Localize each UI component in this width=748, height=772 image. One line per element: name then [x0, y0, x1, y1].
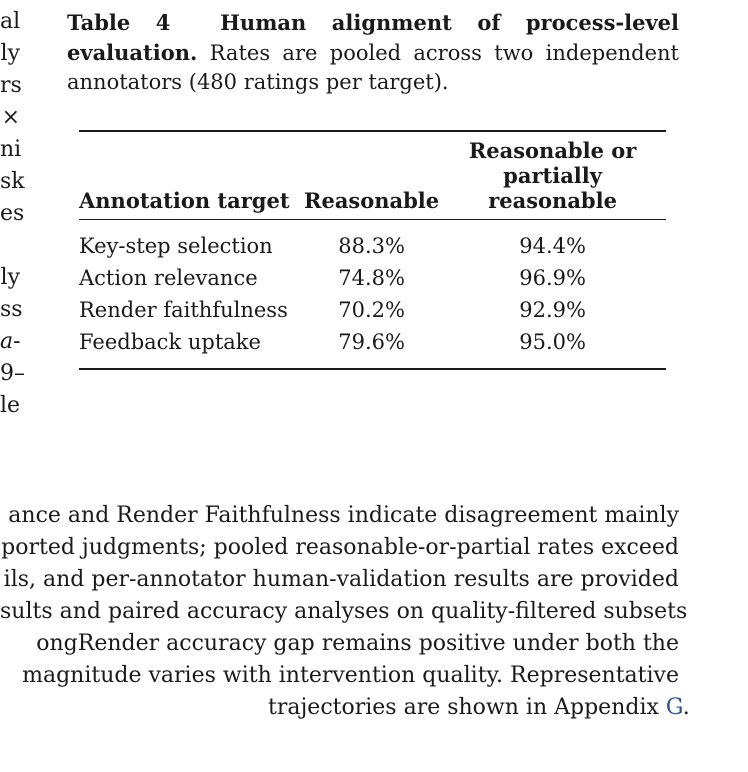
cell-target: Render faithfulness [79, 298, 288, 322]
header-annotation-target: Annotation target [79, 188, 290, 213]
results-table [79, 130, 666, 370]
left-fragment: le [0, 393, 21, 418]
left-fragment: es [0, 201, 25, 226]
cell-reasonable: 79.6% [338, 330, 405, 354]
cell-reasonable: 88.3% [338, 234, 405, 258]
left-fragment: ly [0, 41, 20, 66]
left-fragment: 9– [0, 361, 25, 386]
cell-reasonable: 70.2% [338, 298, 405, 322]
left-fragment: a- [0, 329, 21, 354]
body-line: sults and paired accuracy analyses on quality-filtered subsets [0, 599, 688, 624]
last-line-suffix: . [682, 695, 690, 720]
table-row [79, 220, 666, 263]
body-line: ance and Render Faithfulness indicate disagreement mainly [8, 503, 679, 528]
body-line: ils, and per-annotator human-validation results are provided [3, 567, 679, 592]
header-reasonable: Reasonable [304, 188, 440, 213]
cell-target: Action relevance [79, 266, 258, 290]
cell-reasonable: 74.8% [338, 266, 405, 290]
appendix-link[interactable]: G [665, 695, 683, 720]
cell-partial: 94.4% [519, 234, 586, 258]
table-row [79, 262, 666, 294]
body-paragraph [0, 500, 690, 724]
table-label: Table 4 [67, 10, 171, 35]
left-fragment: ly [0, 265, 20, 290]
body-line: ongRender accuracy gap remains positive under both the [36, 631, 679, 656]
left-fragment: sk [0, 169, 25, 194]
left-fragment: rs [0, 73, 22, 98]
left-fragment: × [1, 105, 20, 130]
left-fragment: ss [0, 297, 23, 322]
left-column-fragments [0, 6, 25, 422]
header-partial-line2: partially reasonable [488, 163, 617, 213]
table-caption-text: Rates are pooled across two independent annotators (480 ratings per target). [67, 41, 679, 94]
body-line: magnitude varies with intervention quality. Representative [22, 663, 679, 688]
body-line-last [0, 692, 690, 724]
cell-target: Key-step selection [79, 234, 273, 258]
last-line-text: trajectories are shown in Appendix [268, 695, 666, 720]
table-caption [67, 8, 679, 97]
cell-partial: 96.9% [519, 266, 586, 290]
left-fragment: ni [0, 137, 22, 162]
table-title: Human alignment of process-level evaluation. [67, 10, 680, 65]
left-fragment-gap [0, 230, 20, 262]
table-header-row [79, 131, 666, 220]
cell-partial: 92.9% [519, 298, 586, 322]
table-row [79, 326, 666, 369]
cell-partial: 95.0% [519, 330, 586, 354]
body-line: ported judgments; pooled reasonable-or-partial rates exceed [1, 535, 679, 560]
table-row [79, 294, 666, 326]
cell-target: Feedback uptake [79, 330, 261, 354]
header-partial-line1: Reasonable or [468, 138, 637, 163]
left-fragment: al [0, 9, 21, 34]
header-partially-reasonable [439, 131, 666, 220]
